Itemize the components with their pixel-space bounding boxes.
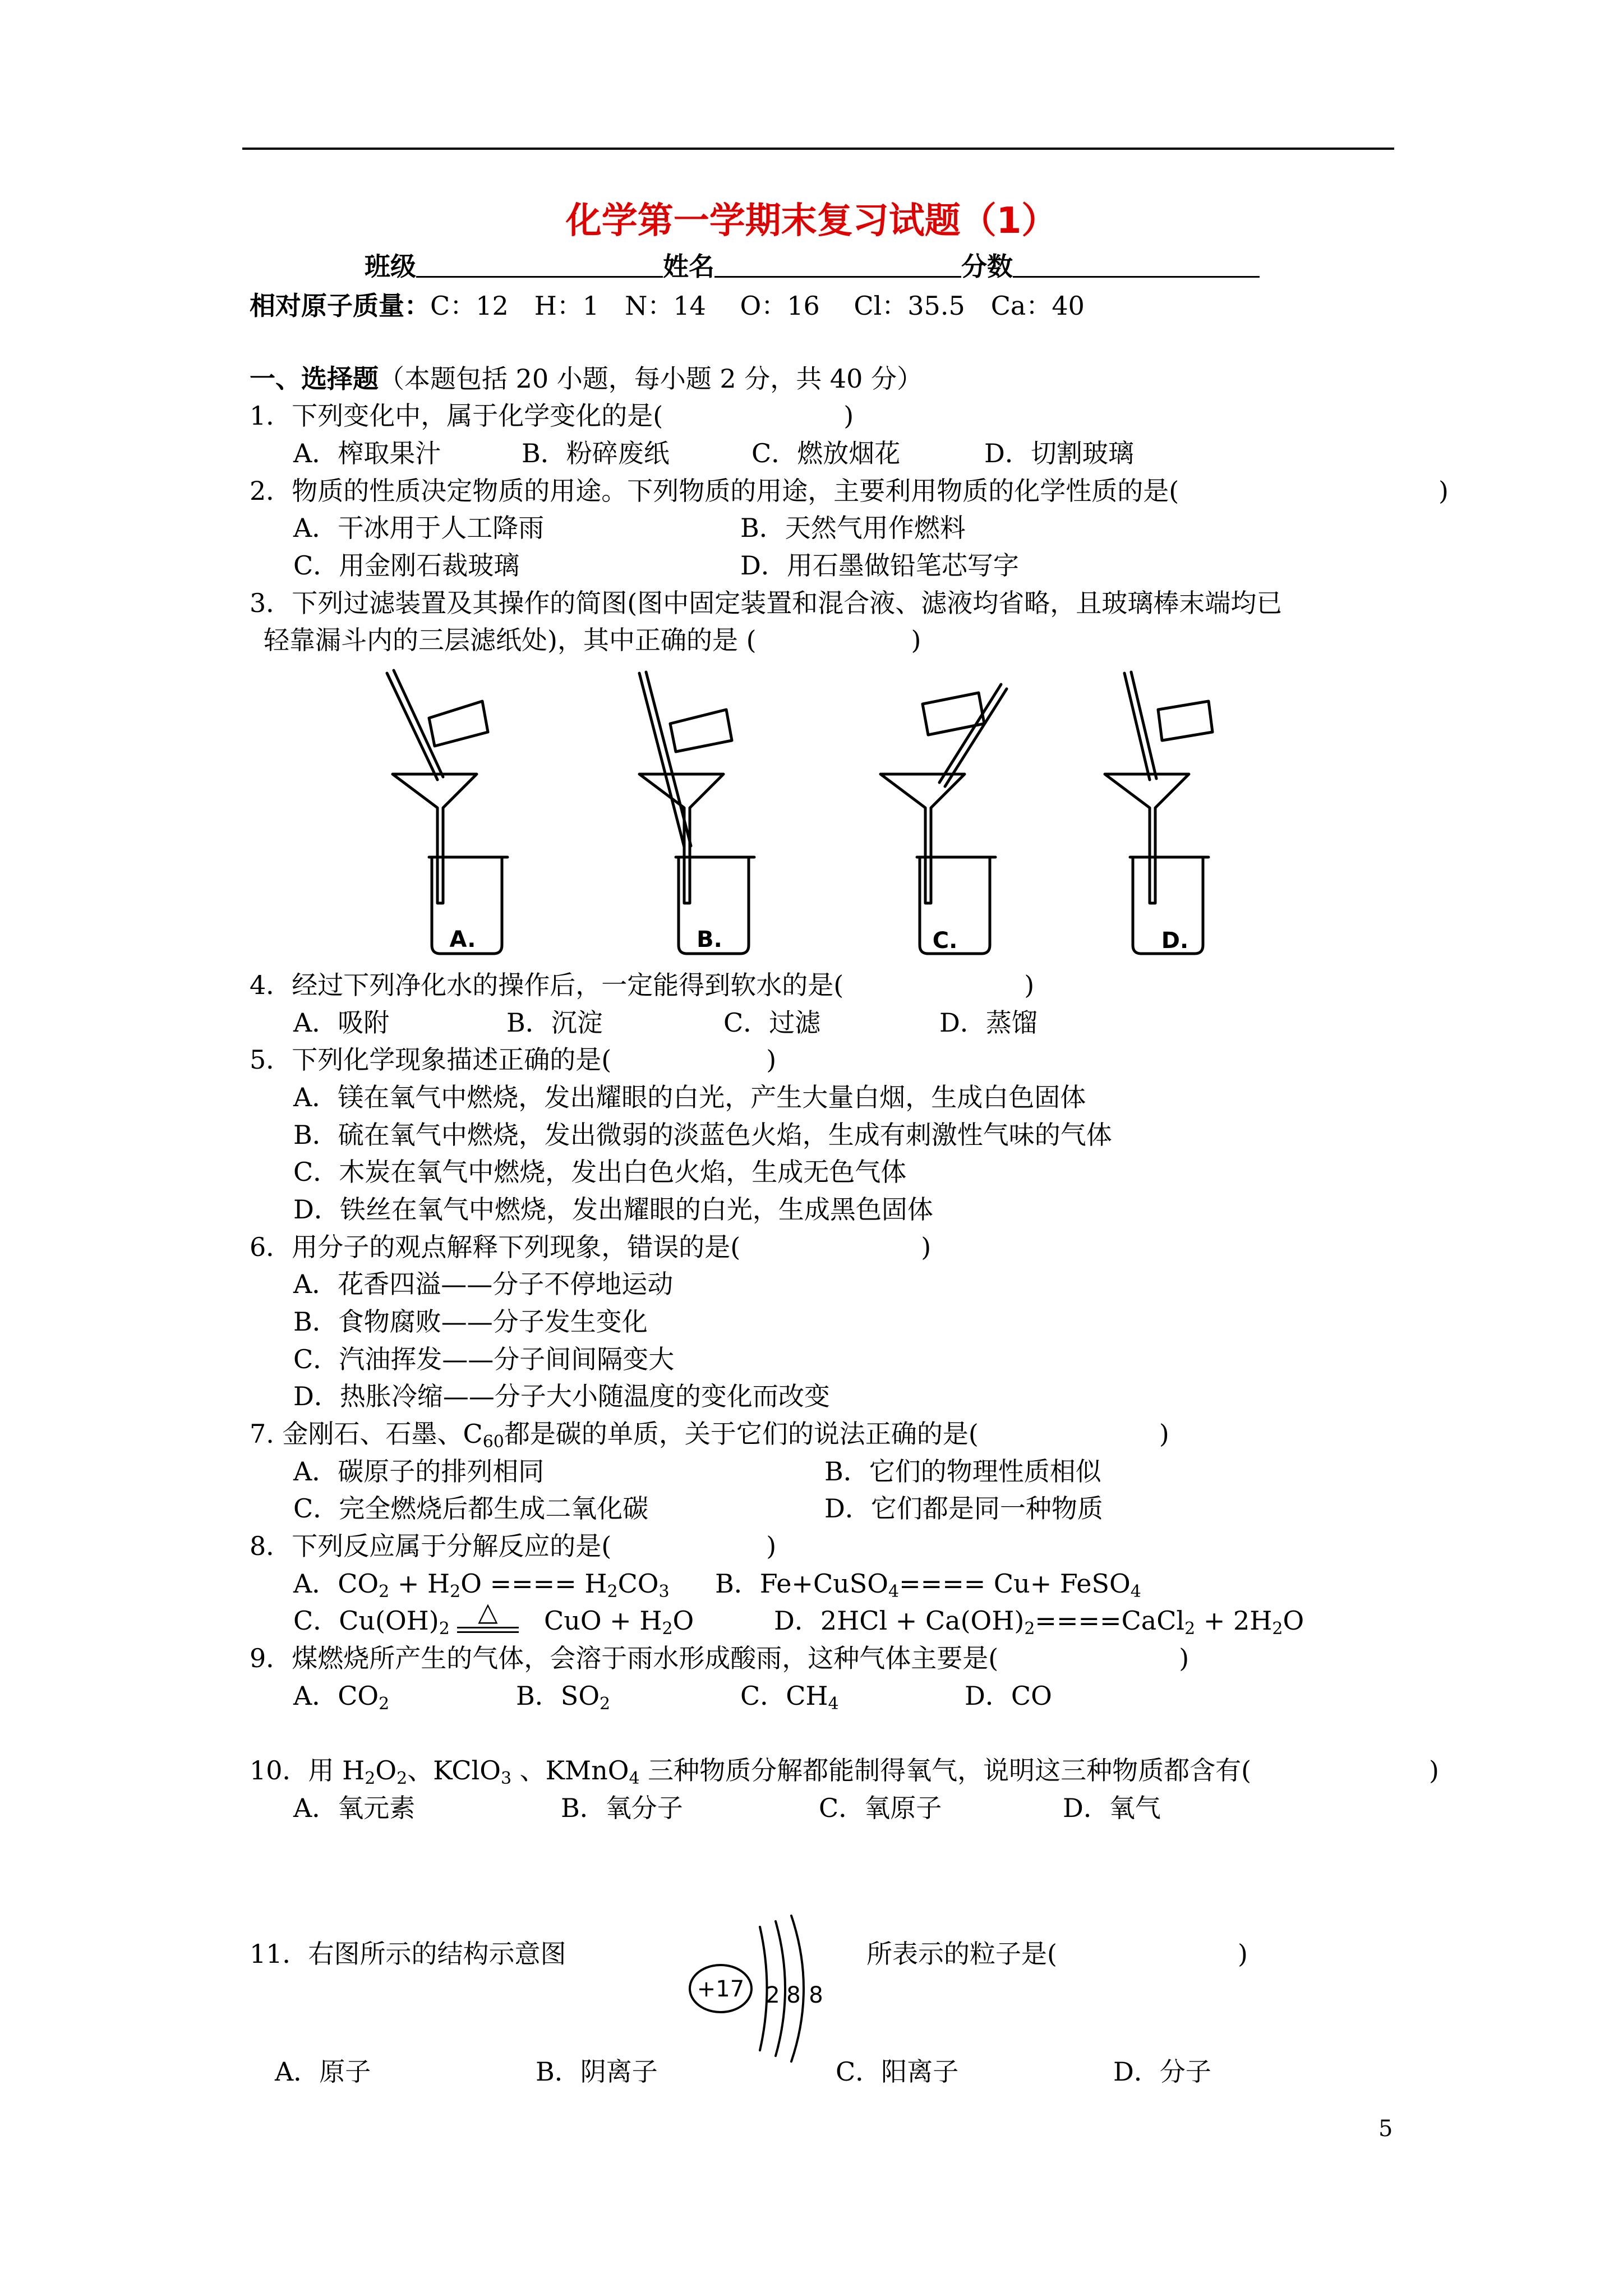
q2-option-d[interactable]: D．用石墨做铅笔芯写字	[740, 550, 1019, 581]
q10-option-c[interactable]: C．氧原子	[819, 1793, 942, 1823]
q8-stem: 8．下列反应属于分解反应的是( )	[250, 1531, 777, 1561]
q9-option-c[interactable]: C．$CH_4$	[740, 1681, 839, 1714]
q9-stem: 9．煤燃烧所产生的气体，会溶于雨水形成酸雨，这种气体主要是( )	[250, 1643, 1189, 1673]
name-label: 姓名	[663, 251, 714, 282]
q11-stem-2: 所表示的粒子是( )	[866, 1939, 1248, 1969]
shell-2-electrons: 8	[786, 1982, 801, 2008]
q7-option-d[interactable]: D．它们都是同一种物质	[824, 1493, 1103, 1524]
q1-option-d[interactable]: D．切割玻璃	[984, 438, 1134, 468]
q2-option-b[interactable]: B．天然气用作燃料	[740, 513, 966, 543]
q1-stem: 1．下列变化中，属于化学变化的是( )	[250, 401, 854, 431]
name-blank[interactable]	[714, 254, 961, 278]
q4-option-a[interactable]: A．吸附	[293, 1007, 390, 1038]
q10-option-a[interactable]: A．氧元素	[293, 1793, 416, 1823]
section-1-heading	[250, 366, 923, 392]
q8-option-c-product: CuO + $H_2O$	[544, 1605, 694, 1639]
q1-option-b[interactable]: B．粉碎废纸	[522, 438, 670, 468]
q8-option-c[interactable]: C．$Cu(OH)_2$	[293, 1605, 450, 1639]
q1-option-a[interactable]: A．榨取果汁	[293, 438, 441, 468]
q8-option-d[interactable]: D．$2HCl + Ca(OH)_2====CaCl_2 + 2H_2O$	[774, 1605, 1304, 1639]
nucleus-charge: +17	[697, 1976, 745, 2002]
q11-option-b[interactable]: B．阴离子	[536, 2056, 658, 2087]
q4-option-b[interactable]: B．沉淀	[506, 1007, 603, 1038]
filter-setup-a	[387, 670, 508, 954]
section-1-note: （本题包括 20 小题，每小题 2 分，共 40 分）	[379, 364, 923, 394]
label-c: C.	[932, 928, 958, 954]
q10-option-d[interactable]: D．氧气	[1063, 1793, 1161, 1823]
q5-option-b[interactable]: B．硫在氧气中燃烧，发出微弱的淡蓝色火焰，生成有刺激性气味的气体	[293, 1120, 1112, 1150]
q6-stem: 6．用分子的观点解释下列现象，错误的是( )	[250, 1232, 932, 1262]
q7-option-b[interactable]: B．它们的物理性质相似	[824, 1456, 1101, 1487]
q3-stem-line2: 轻靠漏斗内的三层滤纸处)，其中正确的是 ( )	[264, 625, 921, 655]
header-fields	[365, 251, 1260, 282]
q4-stem: 4．经过下列净化水的操作后，一定能得到软水的是( )	[250, 970, 1035, 1000]
label-b: B.	[697, 927, 722, 953]
atomic-label: 相对原子质量：	[250, 291, 430, 321]
q3-stem-line1: 3．下列过滤装置及其操作的简图(图中固定装置和混合液、滤液均省略，且玻璃棒末端均已	[250, 588, 1283, 618]
q7-stem	[250, 1419, 1169, 1452]
page-title: 化学第一学期末复习试题（1）	[565, 200, 1058, 242]
q9-option-b[interactable]: B．$SO_2$	[516, 1681, 611, 1714]
q4-option-d[interactable]: D．蒸馏	[939, 1007, 1038, 1038]
atomic-mass-line	[250, 293, 1085, 319]
q7-stem-sub: 60	[482, 1432, 504, 1452]
q6-option-d[interactable]: D．热胀冷缩——分子大小随温度的变化而改变	[293, 1381, 830, 1411]
filter-setup-b	[639, 672, 754, 954]
q5-option-d[interactable]: D．铁丝在氧气中燃烧，发出耀眼的白光，生成黑色固体	[293, 1194, 933, 1225]
q1-option-c[interactable]: C．燃放烟花	[751, 438, 901, 468]
q5-stem: 5．下列化学现象描述正确的是( )	[250, 1045, 777, 1075]
shell-3-electrons: 8	[809, 1982, 823, 2008]
atom-structure-diagram	[681, 1910, 866, 2067]
q4-option-c[interactable]: C．过滤	[723, 1007, 821, 1038]
heat-icon: △	[478, 1596, 498, 1627]
q10-close-paren: )	[1429, 1755, 1439, 1786]
q2-stem: 2．物质的性质决定物质的用途。下列物质的用途，主要利用物质的化学性质的是(	[250, 476, 1179, 506]
q11-option-a[interactable]: A．原子	[275, 2056, 371, 2087]
q9-option-d[interactable]: D．CO	[965, 1681, 1052, 1711]
q8-option-a[interactable]: A．$CO_2 + H_2O$ ==== $H_2CO_3$	[293, 1568, 670, 1602]
label-d: D.	[1161, 928, 1189, 954]
q2-close-paren: )	[1438, 476, 1449, 506]
top-rule	[242, 148, 1394, 150]
q7-stem-pre: 7. 金刚石、石墨、C	[250, 1419, 483, 1449]
filtration-diagram	[336, 662, 1290, 976]
atomic-values: C：12 H：1 N：14 O：16 Cl：35.5 Ca：40	[430, 291, 1085, 321]
q8-option-b[interactable]: B．Fe+CuSO$_4$==== Cu+ FeSO$_4$	[715, 1568, 1141, 1602]
q6-option-b[interactable]: B．食物腐败——分子发生变化	[293, 1306, 648, 1337]
q10-option-b[interactable]: B．氧分子	[561, 1793, 683, 1823]
q11-stem: 11．右图所示的结构示意图	[250, 1939, 566, 1969]
page-number: 5	[1378, 2116, 1393, 2142]
score-label: 分数	[961, 251, 1013, 282]
class-label: 班级	[365, 251, 416, 282]
q5-option-c[interactable]: C．木炭在氧气中燃烧，发出白色火焰，生成无色气体	[293, 1157, 907, 1187]
q7-stem-post: 都是碳的单质，关于它们的说法正确的是( )	[504, 1419, 1169, 1449]
q7-option-c[interactable]: C．完全燃烧后都生成二氧化碳	[293, 1493, 649, 1524]
q6-option-c[interactable]: C．汽油挥发——分子间间隔变大	[293, 1344, 675, 1374]
q6-option-a[interactable]: A．花香四溢——分子不停地运动	[293, 1269, 674, 1299]
section-1-title: 一、选择题	[250, 364, 379, 394]
q5-option-a[interactable]: A．镁在氧气中燃烧，发出耀眼的白光，产生大量白烟，生成白色固体	[293, 1082, 1086, 1112]
q9-option-a[interactable]: A．$CO_2$	[293, 1681, 390, 1714]
filter-setup-c	[880, 684, 1007, 954]
q7-option-a[interactable]: A．碳原子的排列相同	[293, 1456, 545, 1487]
shell-1-electrons: 2	[766, 1982, 780, 2008]
class-blank[interactable]	[416, 254, 663, 278]
heat-condition	[457, 1596, 519, 1634]
q11-option-c[interactable]: C．阳离子	[836, 2056, 959, 2087]
label-a: A.	[449, 927, 476, 953]
q10-stem: 10．用 $H_2O_2$、KClO$_3$ 、KMnO$_4$ 三种物质分解都能制得氧气，说明这三种物质都含有(	[250, 1755, 1252, 1788]
q2-option-a[interactable]: A．干冰用于人工降雨	[293, 513, 545, 543]
q11-option-d[interactable]: D．分子	[1113, 2056, 1211, 2087]
filter-setup-d	[1105, 672, 1212, 954]
score-blank[interactable]	[1013, 254, 1260, 278]
q2-option-c[interactable]: C．用金刚石裁玻璃	[293, 550, 520, 581]
